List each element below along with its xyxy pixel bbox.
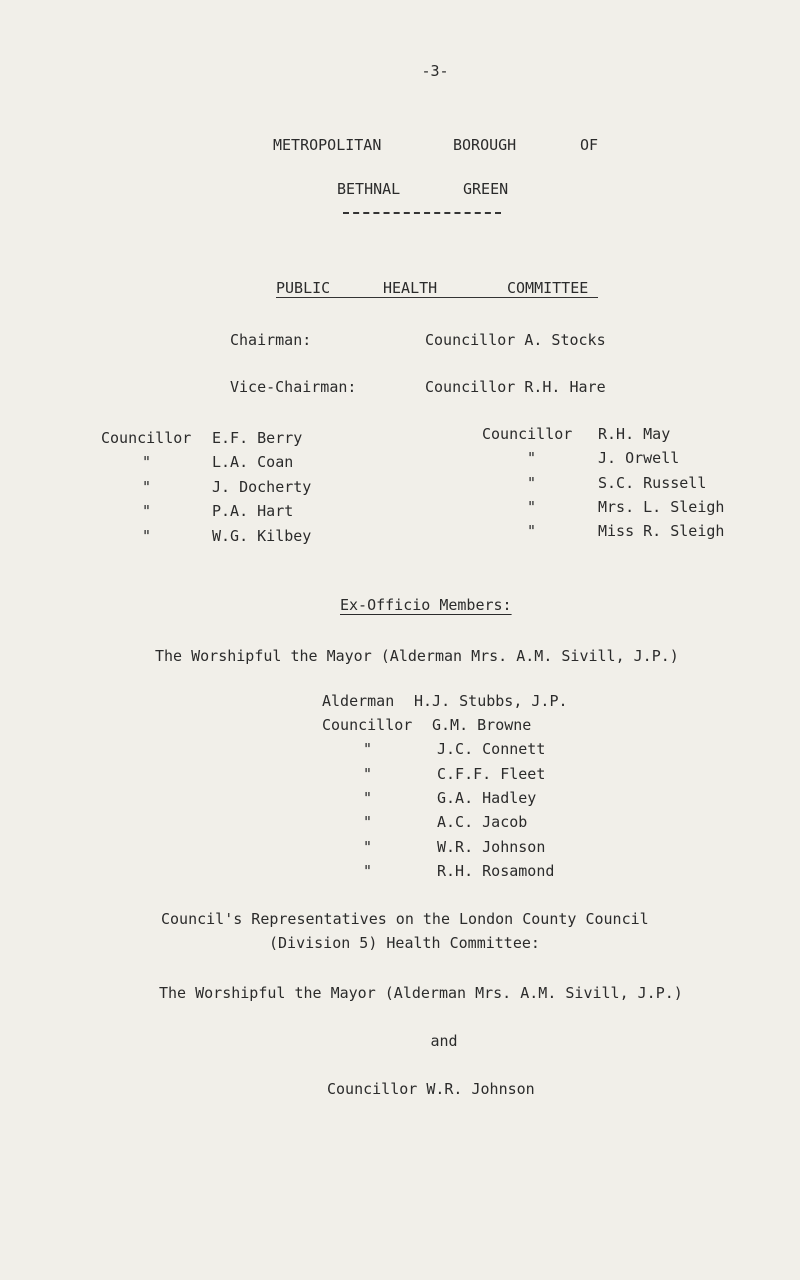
member-left-name: W.G. Kilbey <box>212 527 312 545</box>
ex-officio-councillor-name: J.C. Connett <box>437 740 546 758</box>
member-right-name: Miss R. Sleigh <box>598 522 725 540</box>
ex-officio-councillor-name: G.A. Hadley <box>437 789 537 807</box>
vice-chairman-value: Councillor R.H. Hare <box>425 378 606 396</box>
ex-officio-ditto: " <box>363 862 373 880</box>
ex-officio-councillor-name: W.R. Johnson <box>437 838 546 856</box>
members-left-ditto: " <box>142 527 152 545</box>
members-left-ditto: " <box>142 453 152 471</box>
lcc-and: and <box>430 1032 458 1050</box>
ex-officio-alderman-title: Alderman <box>322 692 395 710</box>
ex-officio-ditto: " <box>363 813 373 831</box>
chairman-value: Councillor A. Stocks <box>425 331 606 349</box>
members-right-ditto: " <box>527 498 537 516</box>
members-right-ditto: " <box>527 522 537 540</box>
members-right-ditto: " <box>527 449 537 467</box>
lcc-representatives-line1: Council's Representatives on the London County Council <box>161 910 649 928</box>
ex-officio-councillor-name: R.H. Rosamond <box>437 862 555 880</box>
member-left-name: L.A. Coan <box>212 453 294 471</box>
heading-word-green: GREEN <box>463 180 509 198</box>
ex-officio-alderman-name: H.J. Stubbs, J.P. <box>414 692 568 710</box>
ex-officio-heading: Ex-Officio Members: <box>340 596 512 614</box>
heading-word-metropolitan: METROPOLITAN <box>273 136 382 154</box>
members-right-title: Councillor <box>482 425 573 443</box>
ex-officio-councillor-name: A.C. Jacob <box>437 813 528 831</box>
ex-officio-councillor-title: Councillor <box>322 716 413 734</box>
members-right-ditto: " <box>527 474 537 492</box>
heading-word-of: OF <box>580 136 599 154</box>
vice-chairman-label: Vice-Chairman: <box>230 378 357 396</box>
members-left-title: Councillor <box>101 429 192 447</box>
ex-officio-ditto: " <box>363 740 373 758</box>
committee-title-public: PUBLIC <box>276 279 331 297</box>
committee-title-underline <box>276 297 598 298</box>
members-left-ditto: " <box>142 502 152 520</box>
heading-word-bethnal: BETHNAL <box>337 180 401 198</box>
ex-officio-ditto: " <box>363 838 373 856</box>
member-left-name: P.A. Hart <box>212 502 294 520</box>
lcc-mayor: The Worshipful the Mayor (Alderman Mrs. A.M. Sivill, J.P.) <box>159 984 683 1002</box>
member-right-name: J. Orwell <box>598 449 680 467</box>
member-right-name: S.C. Russell <box>598 474 707 492</box>
ex-officio-ditto: " <box>363 789 373 807</box>
ex-officio-councillor-name: G.M. Browne <box>432 716 532 734</box>
page-number: -3- <box>421 62 449 80</box>
committee-title-health: HEALTH <box>383 279 438 297</box>
ex-officio-ditto: " <box>363 765 373 783</box>
members-left-ditto: " <box>142 478 152 496</box>
lcc-councillor: Councillor W.R. Johnson <box>327 1080 535 1098</box>
heading-dashed-rule <box>343 212 501 214</box>
ex-officio-councillor-name: C.F.F. Fleet <box>437 765 546 783</box>
member-left-name: E.F. Berry <box>212 429 303 447</box>
member-right-name: R.H. May <box>598 425 671 443</box>
ex-officio-mayor: The Worshipful the Mayor (Alderman Mrs. A.M. Sivill, J.P.) <box>155 647 679 665</box>
lcc-representatives-line2: (Division 5) Health Committee: <box>269 934 540 952</box>
member-left-name: J. Docherty <box>212 478 312 496</box>
chairman-label: Chairman: <box>230 331 312 349</box>
committee-title-committee: COMMITTEE <box>507 279 589 297</box>
member-right-name: Mrs. L. Sleigh <box>598 498 725 516</box>
heading-word-borough: BOROUGH <box>453 136 517 154</box>
